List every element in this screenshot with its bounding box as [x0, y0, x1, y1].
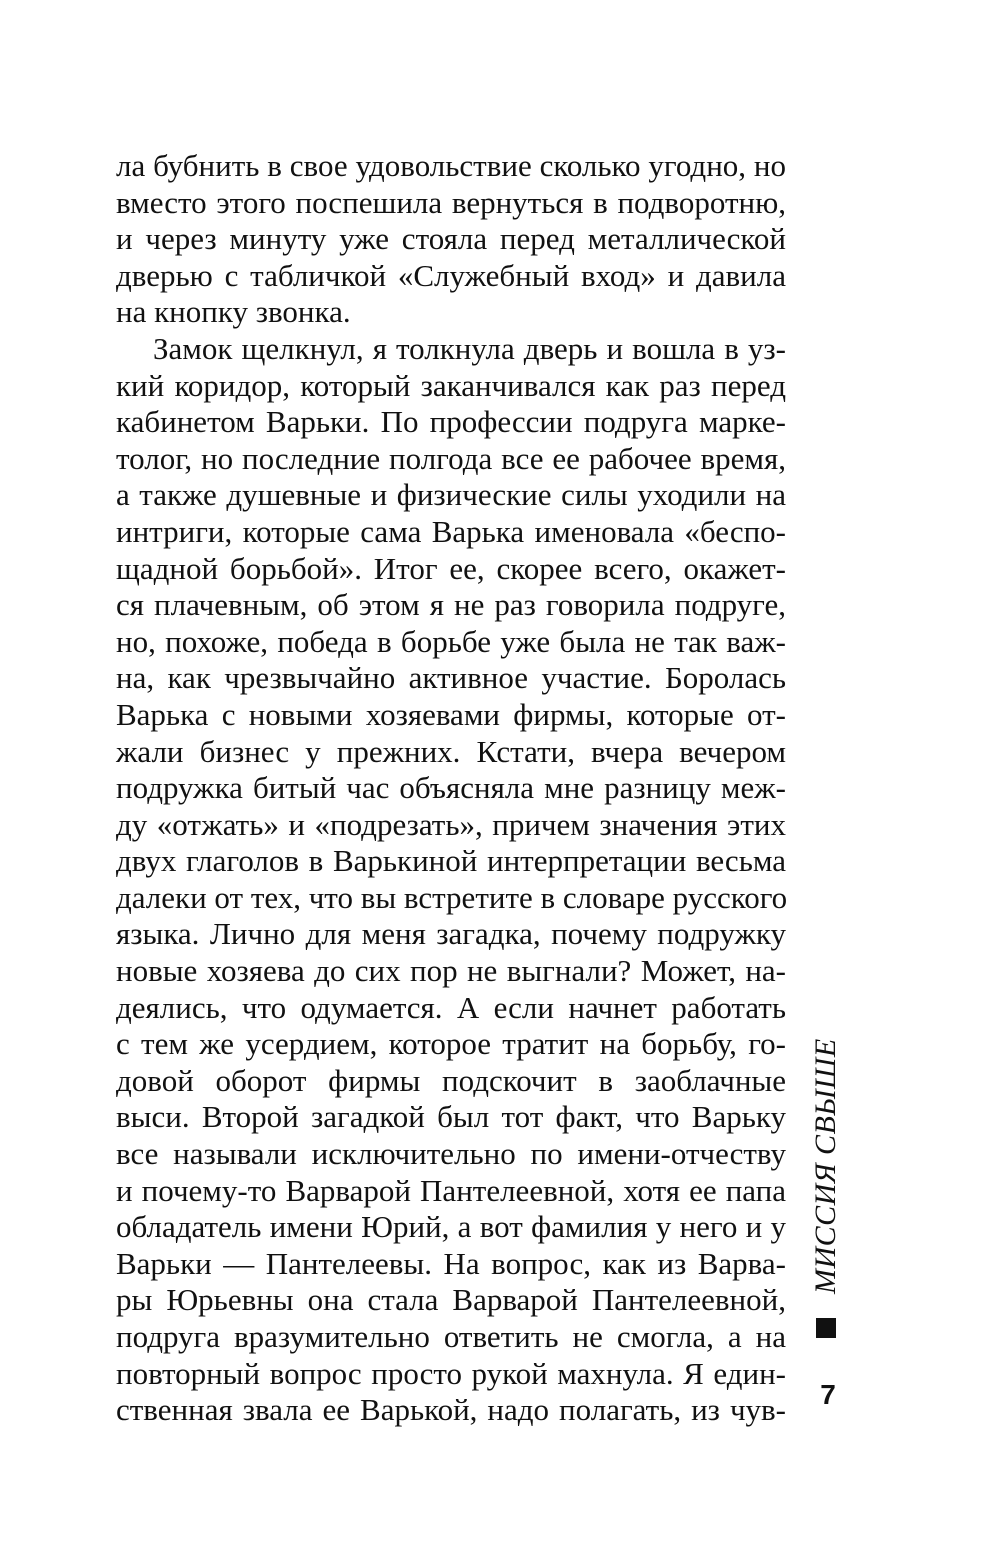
- text-line: а также душевные и физические силы уходили на: [116, 477, 786, 513]
- text-line: ду «отжать» и «подрезать», причем значения этих: [116, 806, 786, 842]
- text-line: все называли исключительно по имени-отчеству: [116, 1136, 786, 1172]
- body-text: [116, 148, 786, 1429]
- text-line: и почему-то Варварой Пантелеевной, хотя ее папа: [116, 1172, 786, 1208]
- text-line: новые хозяева до сих пор не выгнали? Может, на-: [116, 953, 786, 989]
- square-marker-icon: [816, 1318, 836, 1338]
- text-line: довой оборот фирмы подскочит в заоблачные: [116, 1062, 786, 1098]
- text-line: выси. Второй загадкой был тот факт, что Варьку: [116, 1099, 786, 1135]
- text-line: кий коридор, который заканчивался как раз перед: [116, 367, 786, 403]
- running-head: [800, 1038, 852, 1346]
- text-line: кабинетом Варьки. По профессии подруга марке-: [116, 404, 786, 440]
- text-line: щадной борьбой». Итог ее, скорее всего, окажет-: [116, 550, 786, 586]
- text-line: Варьки — Пантелеевы. На вопрос, как из Варва-: [116, 1245, 786, 1281]
- text-line: жали бизнес у прежних. Кстати, вчера вечером: [116, 733, 786, 769]
- text-line: дверью с табличкой «Служебный вход» и давила: [116, 257, 786, 293]
- text-line: ры Юрьевны она стала Варварой Пантелеевной,: [116, 1282, 786, 1318]
- text-line: вместо этого поспешила вернуться в подворотню,: [116, 184, 786, 220]
- text-line: но, похоже, победа в борьбе уже была не так важ-: [116, 623, 786, 659]
- text-line: подружка битый час объясняла мне разницу меж-: [116, 770, 786, 806]
- text-line: далеки от тех, что вы встретите в словаре русского: [116, 879, 788, 915]
- text-line: языка. Лично для меня загадка, почему подружку: [116, 916, 786, 952]
- text-line: ся плачевным, об этом я не раз говорила подруге,: [116, 587, 786, 623]
- text-line: Варька с новыми хозяевами фирмы, которые от-: [116, 696, 786, 732]
- page-number: 7: [820, 1379, 836, 1410]
- text-line: деялись, что одумается. А если начнет работать: [116, 989, 786, 1025]
- text-line: на кнопку звонка.: [116, 294, 351, 330]
- text-line: подруга вразумительно ответить не смогла, а на: [116, 1319, 786, 1354]
- text-line: обладатель имени Юрий, а вот фамилия у него и у: [116, 1209, 786, 1245]
- text-line: двух глаголов в Варькиной интерпретации весьма: [116, 843, 786, 879]
- text-line: и через минуту уже стояла перед металлической: [116, 221, 786, 257]
- text-line: на, как чрезвычайно активное участие. Боролась: [116, 660, 786, 696]
- text-line: ла бубнить в свое удовольствие сколько угодно, но: [116, 148, 786, 183]
- text-line: Замок щелкнул, я толкнула дверь и вошла в уз-: [153, 330, 786, 366]
- text-line: повторный вопрос просто рукой махнула. Я един-: [116, 1355, 786, 1391]
- text-line: с тем же усердием, которое тратит на борьбу, го-: [116, 1026, 786, 1062]
- running-head-title: МИССИЯ СВЫШЕ: [809, 1038, 842, 1294]
- text-line: ственная звала ее Варькой, надо полагать, из чув-: [116, 1392, 786, 1428]
- text-line: интриги, которые сама Варька именовала «беспо-: [116, 513, 786, 549]
- text-line: толог, но последние полгода все ее рабочее время,: [116, 440, 786, 476]
